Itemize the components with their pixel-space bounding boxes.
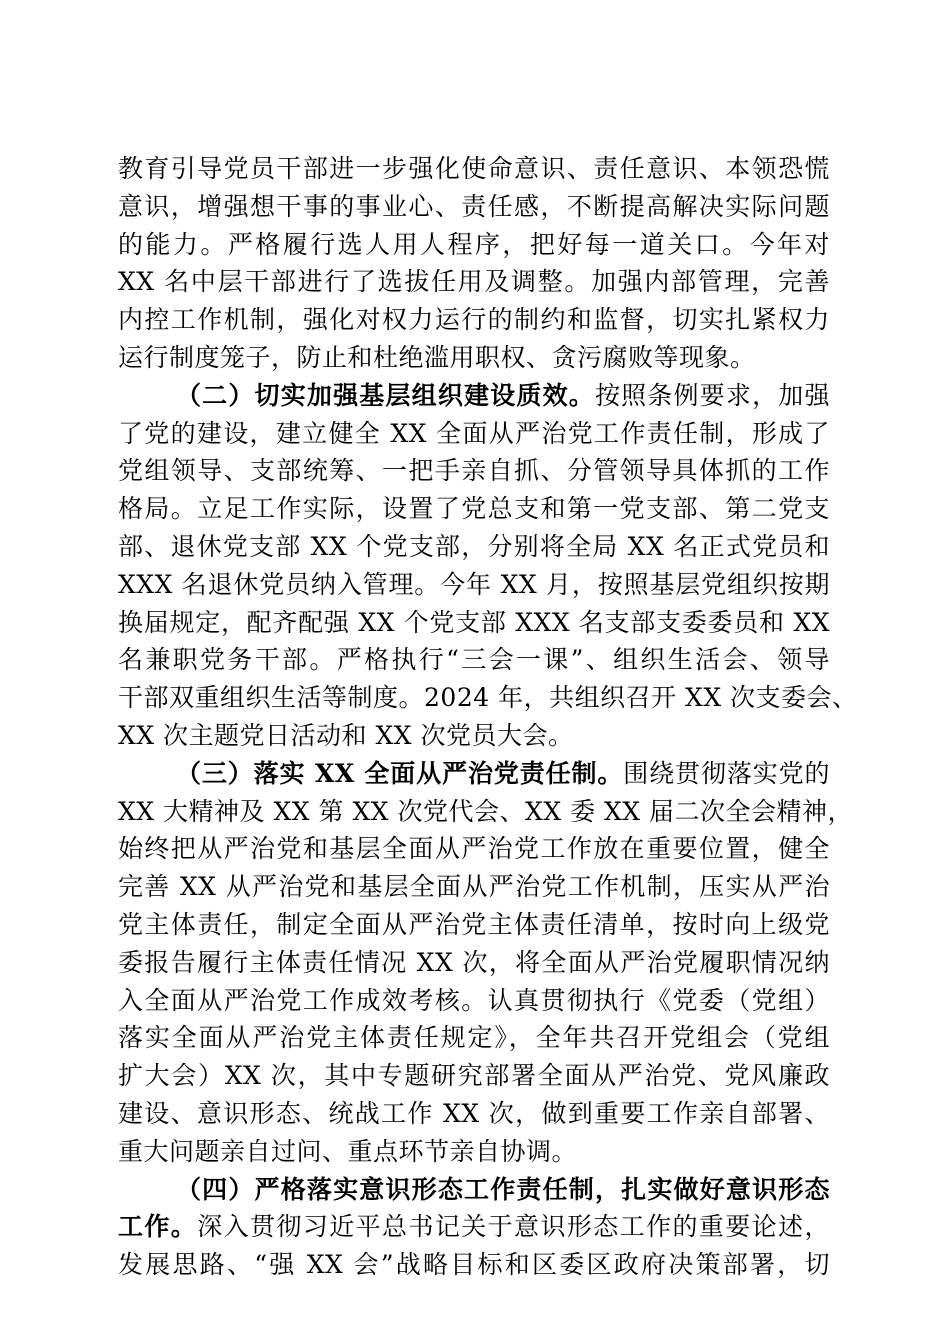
line-text: 落实全面从严治党主体责任规定》，全年共召开党组会（党组 — [118, 1023, 830, 1053]
text-line — [118, 982, 830, 1020]
text-line — [118, 150, 830, 188]
text-line — [118, 188, 830, 226]
line-text: 格局。立足工作实际，设置了党总支和第一党支部、第二党支 — [118, 494, 830, 524]
section-heading: （二）切实加强基层组织建设质效。 — [176, 380, 595, 410]
text-line — [118, 906, 830, 944]
text-line — [118, 1208, 830, 1246]
line-text: 部、退休党支部 XX 个党支部，分别将全局 XX 名正式党员和 — [118, 531, 830, 561]
text-line — [118, 944, 830, 982]
text-line — [118, 415, 830, 453]
section-heading: （四）严格落实意识形态工作责任制，扎实做好意识形态 — [176, 1174, 830, 1204]
line-text: 始终把从严治党和基层全面从严治党工作放在重要位置，健全 — [118, 834, 830, 864]
line-text: 按照条例要求，加强 — [594, 380, 830, 410]
text-line — [118, 604, 830, 642]
text-line — [118, 1246, 830, 1284]
line-text: 党主体责任，制定全面从严治党主体责任清单，按时向上级党 — [118, 909, 830, 939]
text-line — [118, 868, 830, 906]
section-heading: （三）落实 XX 全面从严治党责任制。 — [176, 758, 624, 788]
text-line — [118, 452, 830, 490]
line-text: XXX 名退休党员纳入管理。今年 XX 月，按照基层党组织按期 — [118, 569, 830, 599]
line-text: 运行制度笼子，防止和杜绝滥用职权、贪污腐败等现象。 — [118, 342, 756, 372]
text-line — [118, 528, 830, 566]
text-line — [118, 339, 830, 377]
line-text: 重大问题亲自过问、重点环节亲自协调。 — [118, 1136, 578, 1166]
document-body — [118, 150, 858, 1284]
text-line — [118, 1095, 830, 1133]
line-text: 党组领导、支部统筹、一把手亲自抓、分管领导具体抓的工作 — [118, 456, 830, 486]
line-text: 完善 XX 从严治党和基层全面从严治党工作机制，压实从严治 — [118, 872, 830, 902]
text-line — [118, 566, 830, 604]
text-line — [118, 830, 830, 868]
line-text: 教育引导党员干部进一步强化使命意识、责任意识、本领恐慌 — [118, 154, 830, 183]
line-text: XX 大精神及 XX 第 XX 次党代会、XX 委 XX 届二次全会精神， — [118, 796, 854, 826]
line-text: 围绕贯彻落实党的 — [623, 758, 830, 788]
line-text: 扩大会）XX 次，其中专题研究部署全面从严治党、党风廉政 — [118, 1061, 830, 1091]
line-text: 委报告履行主体责任情况 XX 次，将全面从严治党履职情况纳 — [118, 947, 830, 977]
text-line — [118, 1133, 830, 1171]
line-text: 名兼职党务干部。严格执行“三会一课”、组织生活会、领导 — [118, 645, 830, 675]
text-line — [118, 490, 830, 528]
line-text: 内控工作机制，强化对权力运行的制约和监督，切实扎紧权力 — [118, 305, 830, 335]
text-line — [118, 755, 830, 793]
line-text: XX 次主题党日活动和 XX 次党员大会。 — [118, 720, 574, 750]
line-text: XX 名中层干部进行了选拔任用及调整。加强内部管理，完善 — [118, 267, 830, 297]
text-line — [118, 679, 858, 717]
line-text: 发展思路、“强 XX 会”战略目标和区委区政府决策部署，切 — [118, 1250, 830, 1280]
line-text: 换届规定，配齐配强 XX 个党支部 XXX 名支部支委委员和 XX — [118, 607, 830, 637]
line-text: 干部双重组织生活等制度。2024 年，共组织召开 XX 次支委会、 — [118, 683, 858, 713]
text-line — [118, 377, 830, 415]
line-text: 了党的建设，建立健全 XX 全面从严治党工作责任制，形成了 — [118, 418, 830, 448]
text-line — [118, 641, 830, 679]
text-line — [118, 1019, 830, 1057]
line-text: 建设、意识形态、统战工作 XX 次，做到重要工作亲自部署、 — [118, 1098, 830, 1128]
line-text: 深入贯彻习近平总书记关于意识形态工作的重要论述， — [197, 1212, 830, 1242]
section-heading: 工作。 — [118, 1212, 198, 1242]
text-line — [118, 263, 830, 301]
line-text: 入全面从严治党工作成效考核。认真贯彻执行《党委（党组） — [118, 985, 830, 1015]
line-text: 意识，增强想干事的事业心、责任感，不断提高解决实际问题 — [118, 191, 830, 221]
line-text: 的能力。严格履行选人用人程序，把好每一道关口。今年对 — [118, 229, 830, 259]
text-line — [118, 793, 854, 831]
text-line — [118, 301, 830, 339]
text-line — [118, 226, 830, 264]
text-line — [118, 1171, 830, 1209]
text-line — [118, 717, 830, 755]
text-line — [118, 1057, 830, 1095]
